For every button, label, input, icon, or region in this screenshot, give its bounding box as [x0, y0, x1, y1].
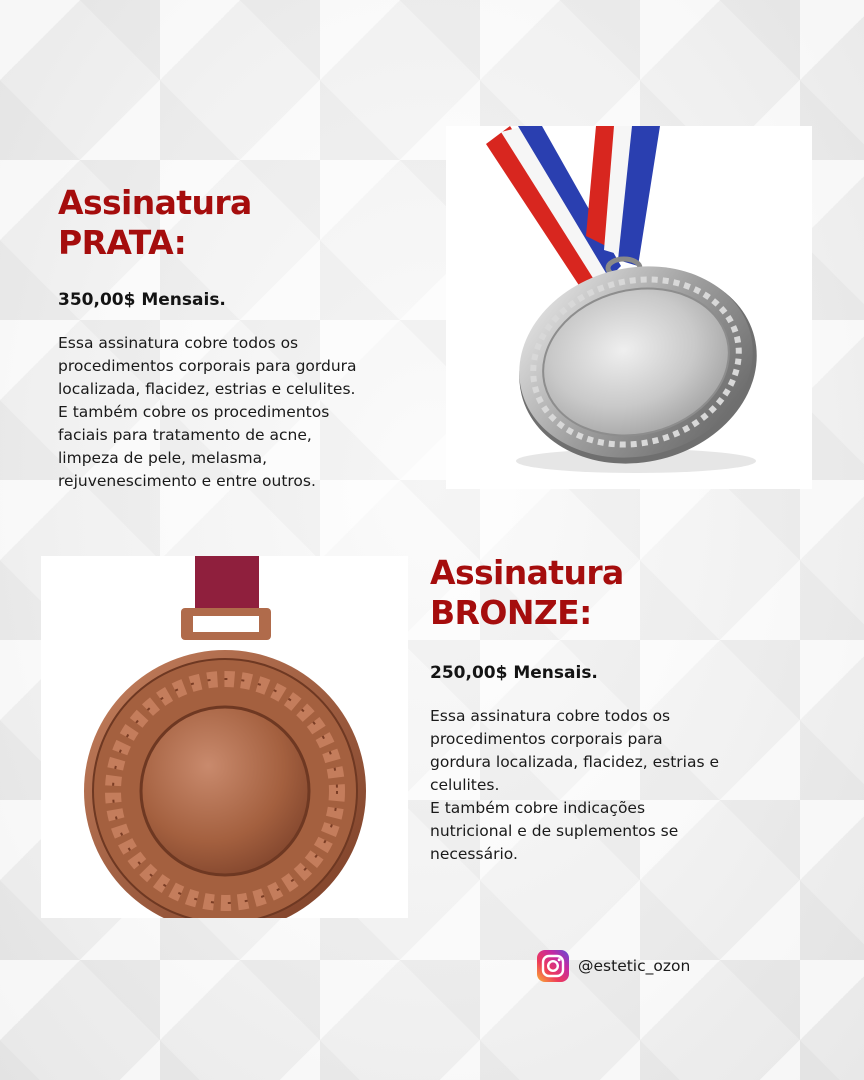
bronze-desc-line: necessário. — [430, 845, 518, 863]
silver-medal-illustration — [446, 126, 812, 489]
bronze-desc-line: nutricional e de suplementos se — [430, 822, 679, 840]
silver-desc-line: localizada, flacidez, estrias e celulites. — [58, 380, 356, 398]
bronze-desc-line: gordura localizada, flacidez, estrias e — [430, 753, 719, 771]
bronze-price: 250,00$ Mensais. — [430, 663, 598, 683]
bronze-title-line1: Assinatura — [430, 553, 624, 592]
instagram-link[interactable] — [536, 949, 690, 983]
bronze-desc-line: Essa assinatura cobre todos os — [430, 707, 671, 725]
silver-desc-line: faciais para tratamento de acne, — [58, 426, 312, 444]
silver-title-line2: PRATA: — [58, 223, 187, 262]
instagram-icon — [536, 949, 570, 983]
bronze-title-line2: BRONZE: — [430, 593, 592, 632]
bronze-title — [430, 553, 624, 633]
silver-desc-line: Essa assinatura cobre todos os — [58, 334, 299, 352]
silver-title-line1: Assinatura — [58, 183, 252, 222]
bronze-desc-line: E também cobre indicações — [430, 799, 646, 817]
silver-title — [58, 183, 252, 263]
bronze-description — [430, 705, 810, 866]
silver-desc-line: limpeza de pele, melasma, — [58, 449, 268, 467]
silver-description — [58, 332, 418, 493]
silver-desc-line: E também cobre os procedimentos — [58, 403, 330, 421]
silver-price: 350,00$ Mensais. — [58, 290, 226, 310]
silver-desc-line: procedimentos corporais para gordura — [58, 357, 357, 375]
instagram-handle[interactable]: @estetic_ozon — [578, 957, 691, 975]
silver-desc-line: rejuvenescimento e entre outros. — [58, 472, 316, 490]
bronze-desc-line: procedimentos corporais para — [430, 730, 663, 748]
silver-medal-image — [446, 126, 812, 489]
bronze-medal-image — [41, 556, 408, 918]
bronze-desc-line: celulites. — [430, 776, 500, 794]
bronze-medal-illustration — [41, 556, 408, 918]
